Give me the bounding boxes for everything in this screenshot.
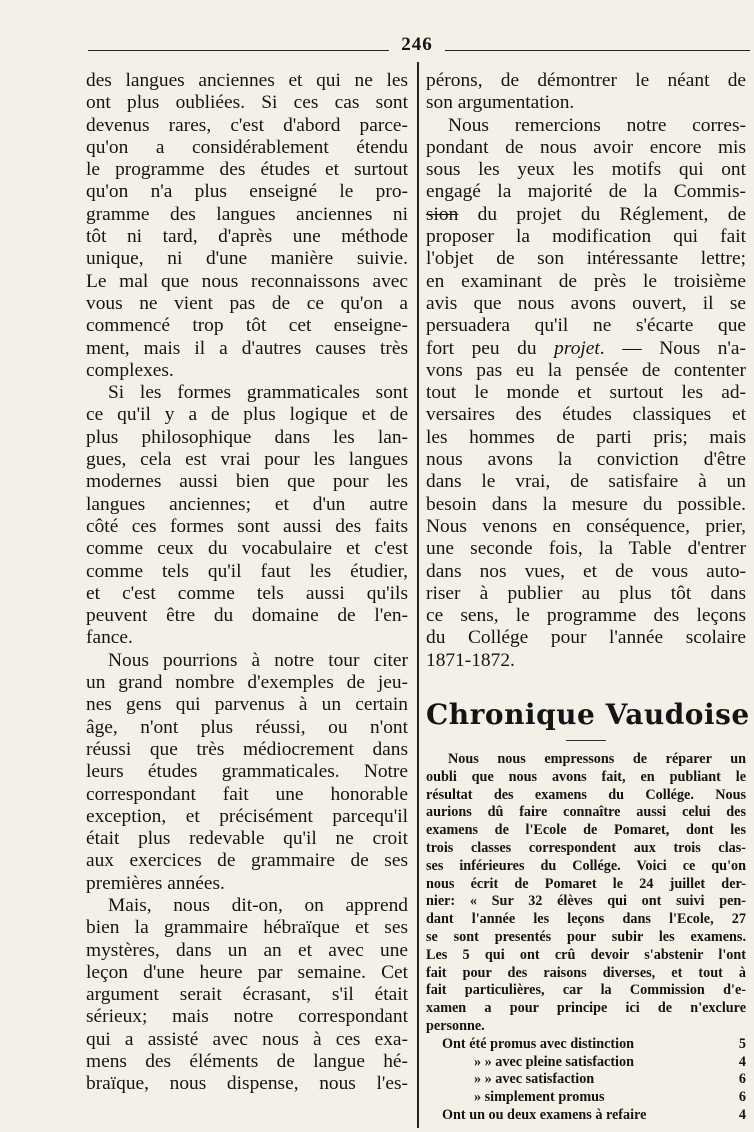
text-line: et c'est comme tels aussi qu'ils [86, 582, 408, 604]
text-line: sous les yeux les motifs qui ont [426, 159, 746, 181]
text-line: le programme des études et surtout [86, 159, 408, 181]
text-line: tout le monde et surtout les ad- [426, 382, 746, 404]
text-line: nes gens qui parvenus à un certain [86, 694, 408, 716]
text-line: fance. [86, 627, 133, 649]
text-line: leurs études grammaticales. Notre [86, 761, 408, 783]
promotion-count: 6 [738, 1071, 746, 1088]
text-line: son argumentation. [426, 92, 575, 114]
text-line: dans nos vues, et de vous auto- [426, 560, 746, 582]
text-line: proposer la modification qui fait [426, 226, 746, 248]
chronique-body [426, 751, 746, 1036]
text-line: exception, et précisément parcequ'il [86, 805, 408, 827]
text-line: oubli que nous avons fait, en publiant le [426, 768, 746, 785]
text-line: engagé la majorité de la Commis- [426, 181, 746, 203]
text-line: ont plus oubliées. Si ces cas sont [86, 92, 408, 114]
text-line: besoin dans la mesure du possible. [426, 493, 746, 515]
text-line: leçon d'une heure par semaine. Cet [86, 961, 408, 983]
text-line: Nous pourrions à notre tour citer [108, 649, 408, 671]
text-line: gramme des langues anciennes ni [86, 203, 408, 225]
promotion-label: Ont été promus avec distinction [442, 1035, 635, 1052]
text-line: résultat des examens du Collége. Nous [426, 786, 746, 803]
struck-word: sion [426, 203, 459, 225]
text-line: pondant de nous avoir encore mis [426, 136, 746, 158]
text-line: nous avons la conviction d'être [426, 449, 746, 471]
line-part: . — Nous n'a- [599, 337, 746, 359]
section-heading: Chronique Vaudoise [426, 698, 750, 732]
text-line: fait particulières, car la Commission d'e- [426, 982, 746, 999]
text-line: fait pour des raisons diverses, et tout à [426, 964, 746, 981]
text-line: commencé trop tôt cet enseigne- [86, 315, 408, 337]
promotion-label: Ont un ou deux examens à refaire [442, 1106, 647, 1123]
section-gap [426, 672, 746, 684]
promotion-row [426, 1036, 746, 1054]
text-line: pérons, de démontrer le néant de [426, 70, 746, 91]
promotion-count: 5 [738, 1035, 746, 1052]
promotion-label: » » avec pleine satisfaction [474, 1053, 634, 1070]
text-line: ses inférieures du Collége. Voici ce qu'on [426, 857, 746, 874]
text-line: dant l'année les leçons dans l'Ecole, 27 [426, 911, 746, 928]
text-line: trois classes correspondent aux trois clas- [426, 840, 746, 856]
text-line: Si les formes grammaticales sont [108, 382, 408, 404]
text-line: qu'on n'a plus enseigné le pro- [86, 181, 408, 203]
text-line: une seconde fois, la Table d'entrer [426, 538, 746, 560]
text-line: sérieux; mais notre correspondant [86, 1006, 408, 1028]
heading-rule [566, 740, 606, 745]
text-line: vons pas eu la pensée de contenter [426, 359, 746, 381]
text-line: avis que nous avons ouvert, il se [426, 292, 746, 314]
text-line: était plus redevable qu'il ne croit [86, 828, 408, 850]
left-column [86, 70, 408, 1096]
text-line: qu'on a considérablement étendu [86, 136, 408, 158]
text-line: des langues anciennes et qui ne les [86, 70, 408, 91]
text-line: ce sens, le programme des leçons [426, 605, 746, 627]
promotion-count: 4 [738, 1053, 746, 1070]
text-line: langues anciennes; et d'un autre [86, 493, 408, 515]
text-line: Les 5 qui ont crû devoir s'abstenir l'ont [426, 946, 746, 963]
text-line: réussi que très médiocrement dans [86, 738, 408, 760]
promotion-count: 4 [738, 1106, 746, 1123]
text-line: Le mal que nous reconnaissons avec [86, 270, 408, 292]
text-line: peuvent être du domaine de l'en- [86, 605, 408, 627]
text-line: ment, mais il a d'autres causes très [86, 337, 408, 359]
text-line: vous ne vient pas de ce qu'on a [86, 292, 408, 314]
text-line: riser à publier au plus tôt dans [426, 582, 746, 604]
text-line: âge, n'ont plus réussi, ou n'ont [86, 716, 408, 738]
text-line: un grand nombre d'exemples de jeu- [86, 672, 408, 694]
text-line: bien la grammaire hébraïque et ses [86, 917, 408, 939]
text-line: argument serait écrasant, s'il était [86, 984, 408, 1006]
text-line: complexes. [86, 359, 174, 381]
text-line: dans le vrai, de satisfaire à un [426, 471, 746, 493]
text-line: nier: « Sur 32 élèves qui ont suivi pen- [426, 893, 746, 910]
text-line: premières années. [86, 872, 225, 894]
page-number: 246 [389, 34, 445, 56]
text-line: comme ceux du vocabulaire et c'est [86, 538, 408, 560]
text-line: en examinant de près le troisième [426, 270, 746, 292]
text-line: mystères, dans un an et avec une [86, 939, 408, 961]
line-rest: du projet du Réglement, de [458, 203, 746, 225]
text-line: unique, ni d'une manière suivie. [86, 248, 408, 270]
text-line [426, 204, 746, 226]
text-line: les hommes de parti pris; mais [426, 426, 746, 448]
text-line: Mais, nous dit-on, on apprend [108, 894, 408, 916]
promotion-row [426, 1107, 746, 1125]
text-line: 1871-1872. [426, 649, 515, 671]
line-part: fort peu du [426, 337, 555, 359]
text-line: Nous venons en conséquence, prier, [426, 515, 746, 537]
promotion-row [426, 1089, 746, 1107]
text-line: du Collége pour l'année scolaire [426, 627, 746, 649]
text-line: ce qu'il y a de plus logique et de [86, 404, 408, 426]
promotion-row [426, 1054, 746, 1072]
text-line [426, 338, 746, 360]
italic-word: projet [554, 337, 600, 359]
right-column [426, 70, 750, 1125]
promotion-label: » simplement promus [474, 1089, 605, 1106]
text-line: examens de l'Ecole de Pomaret, dont les [426, 822, 746, 839]
text-line: gues, cela est vrai pour les langues [86, 449, 408, 471]
promotion-label: » » avec satisfaction [474, 1071, 595, 1088]
text-line: braïque, nous dispense, nous l'es- [86, 1073, 408, 1095]
text-line: xamen a pour principe ici de n'exclure [426, 1000, 746, 1017]
text-line: Nous nous empressons de réparer un [448, 751, 746, 768]
text-line: versaires des études classiques et [426, 404, 746, 426]
text-line: mens des éléments de langue hé- [86, 1051, 408, 1073]
text-line: tôt ni tard, d'après une méthode [86, 226, 408, 248]
text-line: devenus rares, c'est d'abord parce- [86, 114, 408, 136]
text-line: modernes aussi bien que pour les [86, 471, 408, 493]
text-line: plus philosophique dans les lan- [86, 426, 408, 448]
text-line: Nous remercions notre corres- [448, 114, 746, 136]
text-line: personne. [426, 1017, 485, 1034]
promotion-row [426, 1071, 746, 1089]
promotion-count: 6 [738, 1089, 746, 1106]
text-line: comme tels qu'il faut les étudier, [86, 560, 408, 582]
text-line: persuadera qu'il ne s'écarte que [426, 315, 746, 337]
column-divider [417, 62, 419, 1128]
text-line: nous écrit de Pomaret le 24 juillet der- [426, 875, 746, 892]
text-line: se sont presentés pour subir les examens. [426, 928, 746, 945]
text-line: correspondant fait une honorable [86, 783, 408, 805]
text-line: aux exercices de grammaire de ses [86, 850, 408, 872]
text-line: aurions dû faire connaître aussi celui des [426, 804, 746, 821]
text-line: côté ces formes sont aussi des faits [86, 515, 408, 537]
text-line: qui a assisté avec nous à ces exa- [86, 1028, 408, 1050]
text-line: l'objet de son intéressante lettre; [426, 248, 746, 270]
